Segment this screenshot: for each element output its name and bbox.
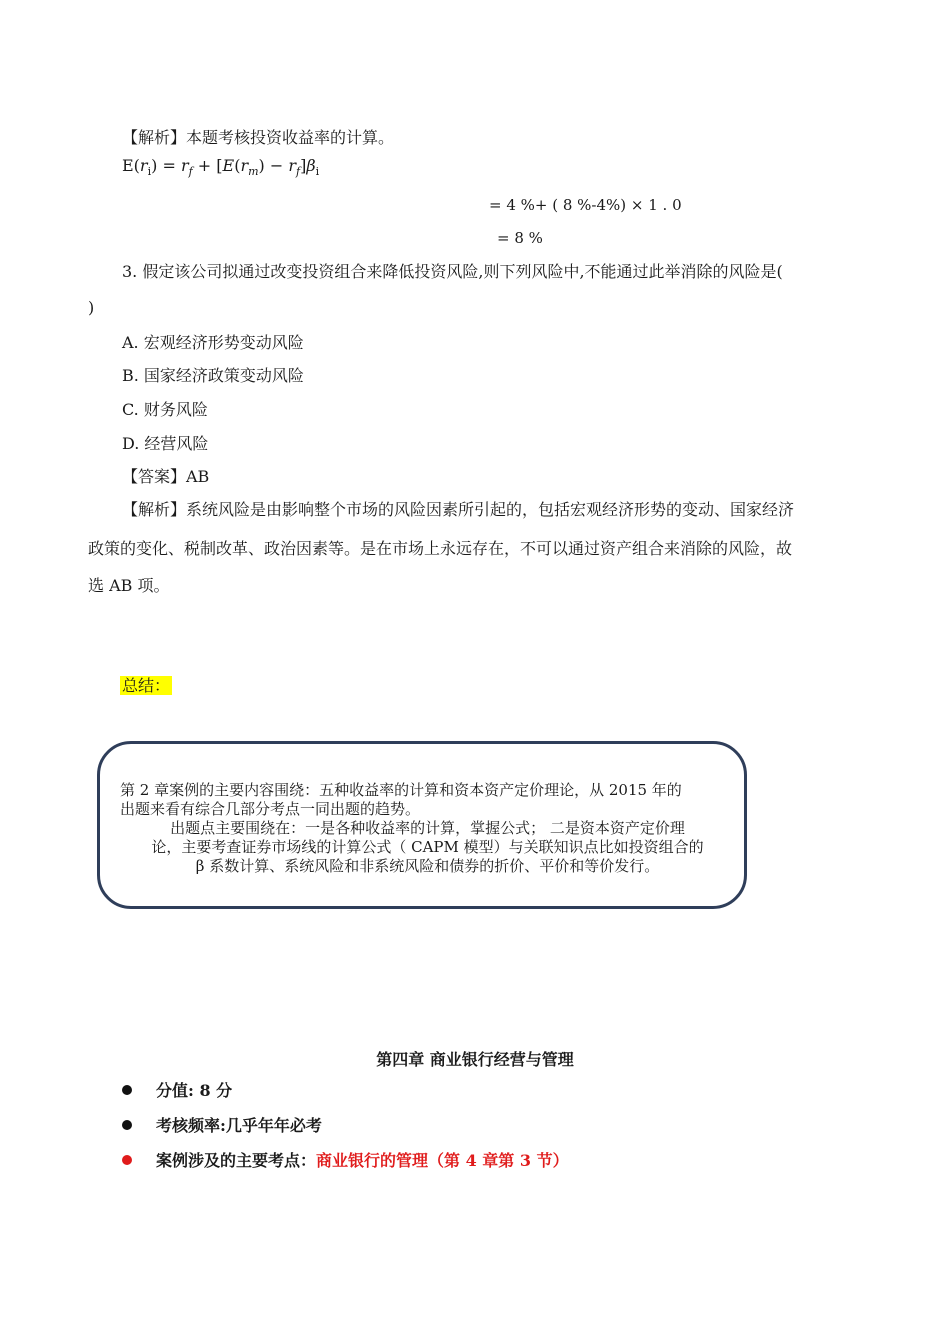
formula-capm: $E(r_i) = r_f + [E(r_m) - r_f]\beta_i$ bbox=[122, 156, 320, 179]
summary-box-line-5: β 系数计算、系统风险和非系统风险和债券的折价、平价和等价发行。 bbox=[195, 857, 660, 875]
analysis-2-line-2: 政策的变化、税制改革、政治因素等。是在市场上永远存在，不可以通过资产组合来消除的风险，故 bbox=[88, 539, 793, 558]
summary-box-line-2: 出题来看有综合几部分考点一同出题的趋势。 bbox=[120, 800, 421, 818]
topics-label: 案例涉及的主要考点： bbox=[156, 1151, 317, 1170]
formula-substitution: = 4 %+ ( 8 %-4%) × 1 . 0 bbox=[489, 196, 682, 214]
summary-box-line-4: 论，主要考查证券市场线的计算公式（ CAPM 模型）与关联知识点比如投资组合的 bbox=[151, 838, 704, 856]
bullet-topics bbox=[122, 1151, 569, 1171]
question-3: 3. 假定该公司拟通过改变投资组合来降低投资风险,则下列风险中,不能通过此举消除的风险是( bbox=[122, 262, 783, 281]
analysis-2-line-1: 【解析】系统风险是由影响整个市场的风险因素所引起的，包括宏观经济形势的变动、国家经济 bbox=[122, 500, 795, 519]
summary-box-line-3: 出题点主要围绕在：一是各种收益率的计算，掌握公式； 二是资本资产定价理 bbox=[170, 819, 685, 837]
option-d: D. 经营风险 bbox=[122, 434, 209, 453]
frequency-text: 考核频率:几乎年年必考 bbox=[156, 1116, 322, 1135]
bullet-score bbox=[122, 1081, 232, 1101]
analysis-2-line-3: 选 AB 项。 bbox=[88, 576, 170, 595]
question-3-cont: ) bbox=[88, 298, 95, 317]
summary-box bbox=[97, 741, 747, 909]
formula-result: = 8 % bbox=[497, 229, 543, 247]
topics-value: 商业银行的管理（第 4 章第 3 节） bbox=[316, 1151, 569, 1170]
summary-box-text bbox=[120, 781, 735, 876]
bullet-dot-icon bbox=[122, 1085, 132, 1095]
summary-highlight: 总结： bbox=[122, 676, 171, 695]
chapter-heading: 第四章 商业银行经营与管理 bbox=[376, 1050, 574, 1069]
option-a: A. 宏观经济形势变动风险 bbox=[122, 333, 304, 352]
analysis-intro: 【解析】本题考核投资收益率的计算。 bbox=[122, 128, 395, 147]
option-b: B. 国家经济政策变动风险 bbox=[122, 366, 304, 385]
bullet-dot-red-icon bbox=[122, 1155, 132, 1165]
bullet-dot-icon bbox=[122, 1120, 132, 1130]
option-c: C. 财务风险 bbox=[122, 400, 208, 419]
answer: 【答案】AB bbox=[122, 467, 210, 486]
summary-label bbox=[120, 676, 172, 696]
summary-box-line-1: 第 2 章案例的主要内容围绕：五种收益率的计算和资本资产定价理论，从 2015 年的 bbox=[120, 781, 682, 799]
bullet-frequency bbox=[122, 1116, 322, 1136]
score-text: 分值: 8 分 bbox=[156, 1081, 233, 1100]
